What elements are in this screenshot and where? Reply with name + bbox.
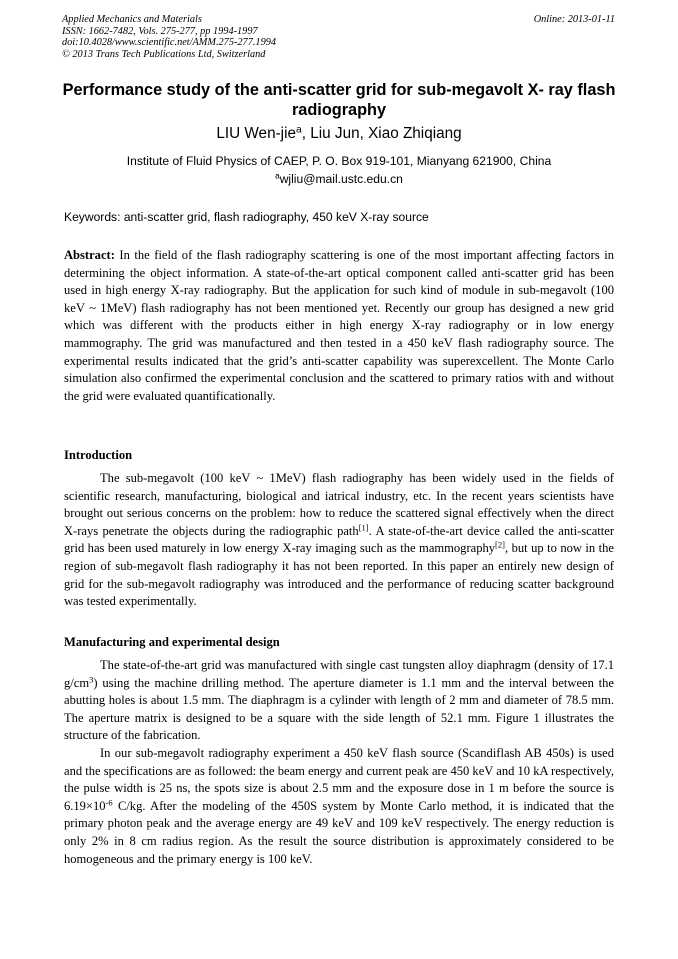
abstract — [64, 247, 614, 405]
intro-text-2: . A state-of-the-art device called the anti-scatter grid has been used maturely in low energy X-ray imaging such as the mammography — [64, 523, 614, 556]
introduction-body — [64, 470, 614, 611]
intro-text-1: The sub-megavolt (100 keV ~ 1MeV) flash radiography has been widely used in the fields of scientific research, manufacturing, biological and iatrical industry, etc. In the recent years scientists have brought out serious concerns on the problem: how to reduce the scattered signal effectively when the direct X-rays penetrate the objects during the radiographic path — [64, 471, 614, 538]
keywords: Keywords: anti-scatter grid, flash radiography, 450 keV X-ray source — [64, 210, 429, 224]
journal-header — [62, 14, 382, 60]
other-authors: , Liu Jun, Xiao Zhiqiang — [301, 125, 462, 142]
superscript-exponent: -6 — [105, 797, 113, 808]
manufacturing-heading: Manufacturing and experimental design — [64, 635, 280, 649]
abstract-paragraph — [64, 247, 614, 405]
first-author: LIU Wen-jie — [216, 125, 296, 142]
issn-line: ISSN: 1662-7482, Vols. 275-277, pp 1994-1997 — [62, 25, 258, 37]
paper-title: Performance study of the anti-scatter grid for sub-megavolt X- ray flash radiography — [62, 81, 616, 119]
introduction-paragraph — [64, 470, 614, 611]
affiliation: Institute of Fluid Physics of CAEP, P. O. Box 919-101, Mianyang 621900, China — [126, 154, 552, 168]
citation-1[interactable]: [1] — [358, 522, 369, 533]
abstract-label: Abstract: — [64, 248, 115, 262]
online-date: Online: 2013-01-11 — [533, 14, 615, 25]
introduction-heading: Introduction — [64, 448, 133, 462]
intro-text-3: , but up to now in the region of sub-megavolt flash radiography it has not been reported. In this paper an entirely new design of grid for the sub-megavolt radiography was introduced and the performance of reducing scatter background was tested experimentally. — [64, 541, 614, 609]
citation-2[interactable]: [2] — [495, 539, 505, 550]
copyright-line: © 2013 Trans Tech Publications Ltd, Switzerland — [62, 48, 266, 60]
manufacturing-body — [64, 657, 614, 868]
email-address[interactable]: wjliu@mail.ustc.edu.cn — [279, 172, 403, 186]
email-affil-mark: a — [275, 171, 280, 181]
manu-text-3: In our sub-megavolt radiography experiment a 450 keV flash source (Scandiflash AB 450s) is used and the specifications are as followed: the beam energy and current peak are 450 keV and 10 kA respectively, the pulse width is 25 ns, the spots size is about 2.5 mm and the exposure dose in 1 m before the source is 6.19×10 — [64, 745, 614, 813]
author-list — [58, 124, 620, 144]
manufacturing-paragraph-2 — [64, 745, 614, 868]
manu-text-1: The state-of-the-art grid was manufactured with single cast tungsten alloy diaphragm (density of 17.1 g/cm — [64, 658, 614, 690]
manu-text-2: ) using the machine drilling method. The aperture diameter is 1.1 mm and the interval between the abutting holes is about 1.5 mm. The diaphragm is a cylinder with length of 2 mm and diameter of 78.5 mm. The aperture matrix is designed to be a square with the side length of 52.1 mm. Figure 1 illustrates the structure of the fabrication. — [64, 675, 614, 743]
author-email — [58, 171, 620, 187]
manufacturing-paragraph-1 — [64, 657, 614, 745]
manu-text-4: C/kg. After the modeling of the 450S system by Monte Carlo method, it is indicated that the primary photon peak and the average energy are 49 keV and 109 keV respectively. The energy reduction is only 2% in 8 cm radius region. As the result the source distribution is approximately considered to be homogeneous and the primary energy is 100 keV. — [64, 798, 614, 866]
superscript-3: 3 — [89, 673, 94, 684]
first-author-affil-mark: a — [295, 124, 302, 136]
doi-line[interactable]: doi:10.4028/www.scientific.net/AMM.275-277.1994 — [62, 37, 277, 49]
journal-name: Applied Mechanics and Materials — [62, 14, 202, 25]
abstract-text: In the field of the flash radiography scattering is one of the most important affecting factors in determining the object information. A state-of-the-art optical component called anti-scatter grid has been used in high energy X-ray radiography. But the application for such kind of module in sub-megavolt (100 keV ~ 1MeV) flash radiography has not been mentioned yet. Recently our group has designed a new grid which was different with the products either in high energy X-ray radiography or in low energy mammography. The grid was manufactured and then tested in a 450 keV flash radiography source. The experimental results indicated that the grid’s anti-scatter capability was superexcellent. The Monte Carlo simulation also confirmed the experimental conclusion and the scattered to primary ratios with and without the grid were evaluated quantificationally. — [64, 248, 614, 403]
